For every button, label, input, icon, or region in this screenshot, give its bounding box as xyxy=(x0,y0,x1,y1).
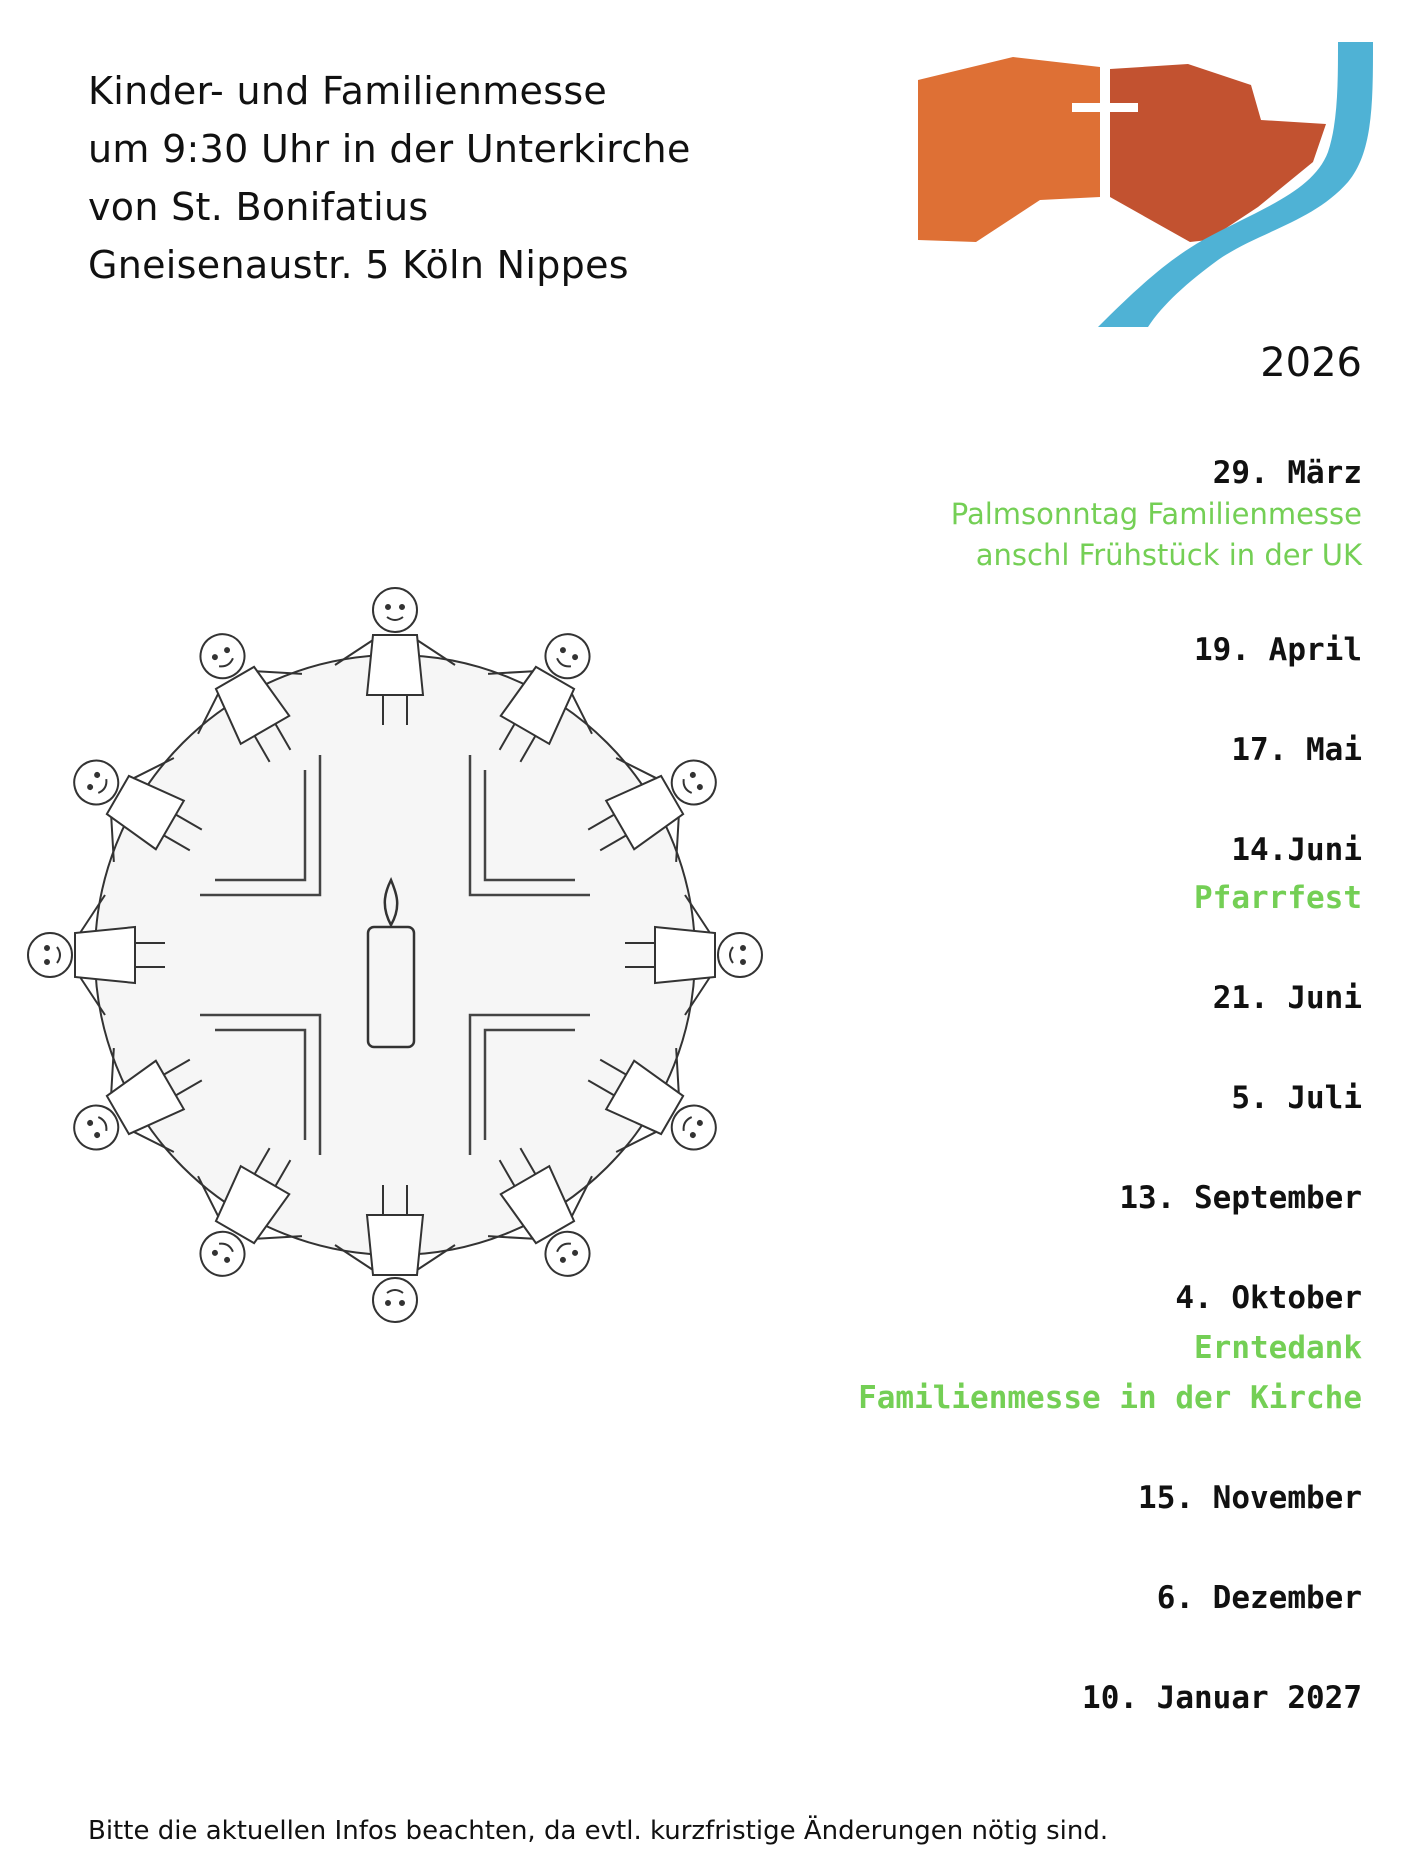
date-entry: 19. April xyxy=(1194,632,1362,668)
date-note: Familienmesse in der Kirche xyxy=(858,1380,1362,1416)
parish-logo xyxy=(918,42,1378,327)
date-entry: 15. November xyxy=(1138,1480,1362,1516)
logo-divider xyxy=(1100,67,1110,202)
children-circle-illustration xyxy=(20,540,780,1360)
heading-line: Gneisenaustr. 5 Köln Nippes xyxy=(88,243,629,287)
logo-orange-shape xyxy=(918,57,1100,242)
date-note: Erntedank xyxy=(1194,1330,1362,1366)
date-entry: 13. September xyxy=(1119,1180,1362,1216)
illustration-background xyxy=(95,655,695,1255)
date-entry: 4. Oktober xyxy=(1175,1280,1362,1316)
date-entry: 17. Mai xyxy=(1231,732,1362,768)
heading-line: um 9:30 Uhr in der Unterkirche xyxy=(88,127,691,171)
date-note: anschl Frühstück in der UK xyxy=(975,538,1362,572)
date-note: Pfarrfest xyxy=(1194,880,1362,916)
year-label: 2026 xyxy=(1260,340,1362,386)
heading-line: Kinder- und Familienmesse xyxy=(88,69,608,113)
footer-note: Bitte die aktuellen Infos beachten, da evtl. kurzfristige Änderungen nötig sind. xyxy=(88,1816,1109,1846)
heading-line: von St. Bonifatius xyxy=(88,185,429,229)
date-entry: 14.Juni xyxy=(1231,832,1362,868)
event-heading xyxy=(88,62,691,294)
date-entry: 29. März xyxy=(1212,455,1362,491)
date-note: Palmsonntag Familienmesse xyxy=(950,497,1362,531)
date-entry: 5. Juli xyxy=(1231,1080,1362,1116)
date-entry: 10. Januar 2027 xyxy=(1082,1680,1362,1716)
date-entry: 6. Dezember xyxy=(1156,1580,1362,1616)
date-entry: 21. Juni xyxy=(1212,980,1362,1016)
